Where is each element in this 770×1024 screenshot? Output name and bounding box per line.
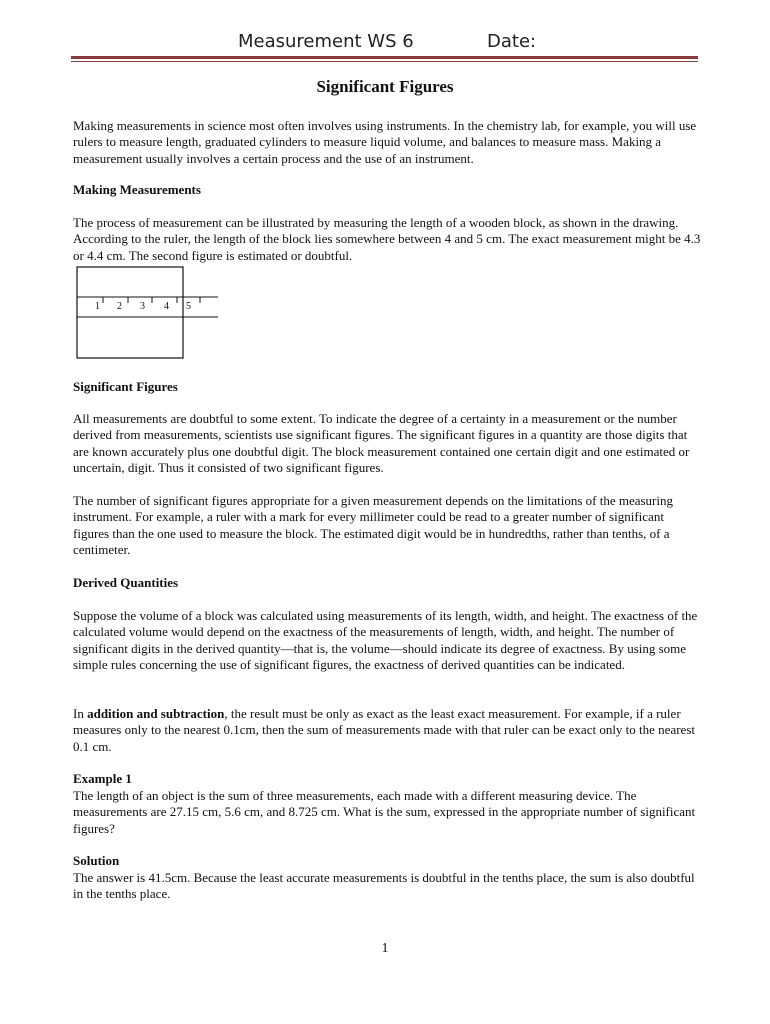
header-rule-thin bbox=[71, 61, 698, 62]
example-1-heading: Example 1 bbox=[73, 771, 132, 786]
example-1-text: The length of an object is the sum of three measurements, each made with a different measuring device. The measurements are 27.15 cm, 5.6 cm, and 8.725 cm. What is the sum, expressed in the appropriate number of significant figures? bbox=[73, 788, 696, 836]
derived-quantities-paragraph-1: Suppose the volume of a block was calculated using measurements of its length, width, and height. The exactness of the calculated volume would depend on the exactness of the measurements of length, width, and height. The number of significant digits in the derived quantity—that is, the volume—should indicate its degree of exactness. By using some simple rules concerning the use of significant figures, the exactness of derived quantities can be indicated. bbox=[73, 608, 698, 672]
significant-figures-paragraph-2: The number of significant figures appropriate for a given measurement depends on the limitations of the measuring instrument. For example, a ruler with a mark for every millimeter could be read to a greater number of significant figures than the one used to measure the block. The estimated digit would be in hundredths, rather than tenths, of a centimeter. bbox=[73, 493, 673, 557]
wooden-block bbox=[77, 267, 183, 358]
paragraph-rest: , the result must be only as exact as the least exact measurement. For example, if a ruler measures only to the nearest 0.1cm, then the sum of measurements made with that ruler can be exact only to the nearest 0.1 cm. bbox=[73, 706, 695, 754]
paragraph-prefix: In bbox=[73, 706, 88, 721]
significant-figures-heading: Significant Figures bbox=[73, 379, 178, 394]
header-rule-thick bbox=[71, 56, 698, 59]
derived-quantities-paragraph-2 bbox=[73, 706, 703, 755]
ruler-label: 3 bbox=[140, 301, 145, 312]
intro-paragraph: Making measurements in science most often involves using instruments. In the chemistry lab, for example, you will use rulers to measure length, graduated cylinders to measure liquid volume, and balances to measure mass. Making a measurement usually involves a certain process and the use of an instrument. bbox=[73, 118, 697, 166]
solution-heading: Solution bbox=[73, 853, 120, 868]
ruler-label: 1 bbox=[95, 301, 100, 312]
solution-text: The answer is 41.5cm. Because the least accurate measurements is doubtful in the tenths place, the sum is also doubtful in the tenths place. bbox=[73, 870, 695, 902]
page-number: 1 bbox=[381, 941, 389, 956]
ruler-label: 4 bbox=[164, 301, 169, 312]
significant-figures-paragraph-1: All measurements are doubtful to some extent. To indicate the degree of a certainty in a measurement or the number derived from measurements, scientists use significant figures. The significant figures in a quantity are those digits that are known accurately plus one doubtful digit. The block measurement contained one certain digit and one estimated or uncertain, digit. Thus it consisted of two significant figures. bbox=[73, 411, 690, 475]
addition-subtraction-term: addition and subtraction bbox=[87, 706, 225, 721]
ruler-label: 2 bbox=[117, 301, 122, 312]
making-measurements-paragraph: The process of measurement can be illustrated by measuring the length of a wooden block, as shown in the drawing. According to the ruler, the length of the block lies somewhere between 4 and 5 cm. The exact measurement might be 4.3 or 4.4 cm. The second figure is estimated or doubtful. bbox=[73, 215, 701, 263]
ruler-label: 5 bbox=[186, 301, 191, 312]
making-measurements-heading: Making Measurements bbox=[73, 182, 201, 197]
block-ruler-figure bbox=[76, 266, 226, 362]
header-title: Measurement WS 6 bbox=[238, 31, 414, 52]
header-date-label: Date: bbox=[487, 31, 537, 52]
document-title: Significant Figures bbox=[316, 77, 454, 96]
derived-quantities-heading: Derived Quantities bbox=[73, 575, 179, 590]
